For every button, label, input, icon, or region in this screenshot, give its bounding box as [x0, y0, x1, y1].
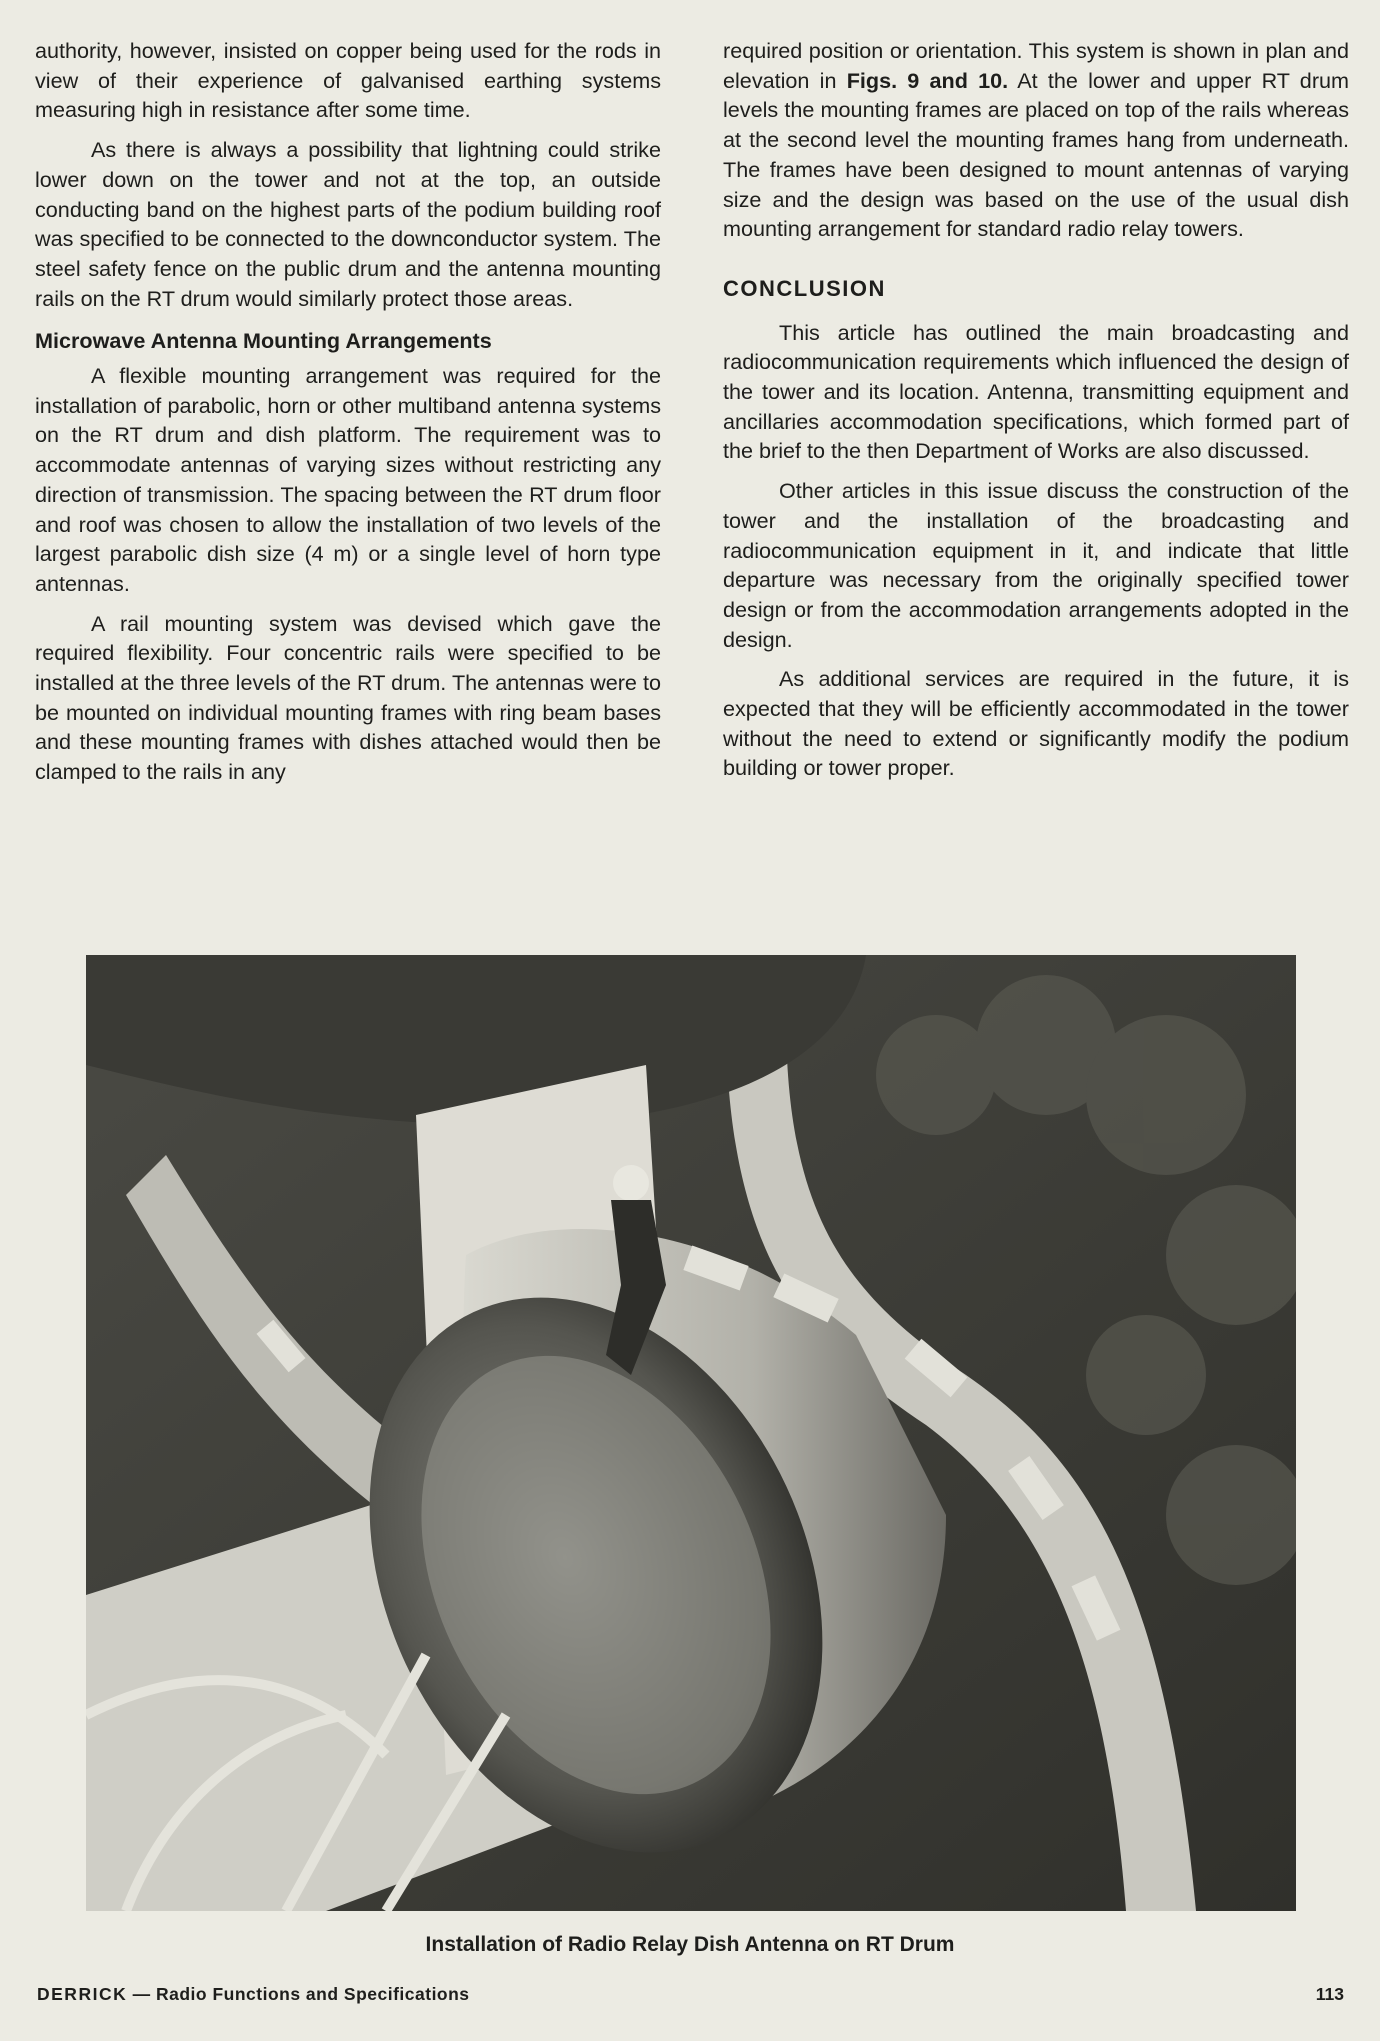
antenna-installation-photo	[86, 955, 1296, 1911]
left-paragraph-3: A flexible mounting arrangement was required for the installation of parabolic, horn or other multiband antenna systems on the RT drum and dish platform. The requirement was to accommodate antennas of varying sizes without restricting any direction of transmission. The spacing between the RT drum floor and roof was chosen to allow the installation of two levels of the largest parabolic dish size (4 m) or a single level of horn type antennas.	[35, 363, 661, 596]
footer-dash: —	[132, 1984, 151, 2004]
figure-caption: Installation of Radio Relay Dish Antenna on RT Drum	[425, 1933, 955, 1956]
footer-title: Radio Functions and Specifications	[155, 1984, 470, 2004]
page-number: 113	[1315, 1984, 1344, 2004]
left-paragraph-2: As there is always a possibility that lightning could strike lower down on the tower and not at the top, an outside conducting band on the highest parts of the podium building roof was specified to be connected to the downconductor system. The steel safety fence on the public drum and the antenna mounting rails on the RT drum would similarly protect those areas.	[35, 137, 661, 311]
left-paragraph-4: A rail mounting system was devised which gave the required flexibility. Four concentric rails were specified to be installed at the three levels of the RT drum. The antennas were to be mounted on individual mounting frames with ring beam bases and these mounting frames with dishes attached would then be clamped to the rails in any	[35, 610, 661, 785]
right-paragraph-1-end: At the lower and upper RT drum levels the mounting frames are placed on top of the rails whereas at the second level the mounting frames hang from underneath. The frames have been designed to mount antennas of varying size and the design was based on the use of the usual dish mounting arrangement for standard radio relay towers.	[723, 67, 1350, 242]
left-paragraph-1: authority, however, insisted on copper being used for the rods in view of their experience of galvanised earthing systems measuring high in resistance after some time.	[35, 38, 661, 123]
right-paragraph-3: Other articles in this issue discuss the construction of the tower and the installation of the broadcasting and radiocommunication equipment in it, and indicate that little departure was necessary from the originally specified tower design or from the accommodation arrangements adopted in the design.	[723, 478, 1349, 652]
section-subheading: Microwave Antenna Mounting Arrangements	[35, 328, 492, 354]
right-paragraph-1-start: required position or orientation. This system is shown in plan and elevation in	[723, 38, 1349, 93]
right-column	[723, 36, 1349, 783]
photo-illustration	[86, 955, 1296, 1911]
left-column	[35, 36, 661, 787]
figure-reference: Figs. 9 and 10.	[846, 67, 1009, 93]
journal-author: DERRICK	[37, 1984, 128, 2004]
running-footer	[37, 1984, 470, 2005]
conclusion-heading: CONCLUSION	[723, 275, 886, 301]
right-paragraph-2: This article has outlined the main broadcasting and radiocommunication requirements which influenced the design of the tower and its location. Antenna, transmitting equipment and ancillaries accommodation specifications, which formed part of the brief to the then Department of Works are also discussed.	[723, 319, 1349, 464]
right-paragraph-1	[723, 36, 1349, 244]
right-paragraph-4: As additional services are required in the future, it is expected that they will be efficiently accommodated in the tower without the need to extend or significantly modify the podium building or tower proper.	[723, 666, 1349, 781]
